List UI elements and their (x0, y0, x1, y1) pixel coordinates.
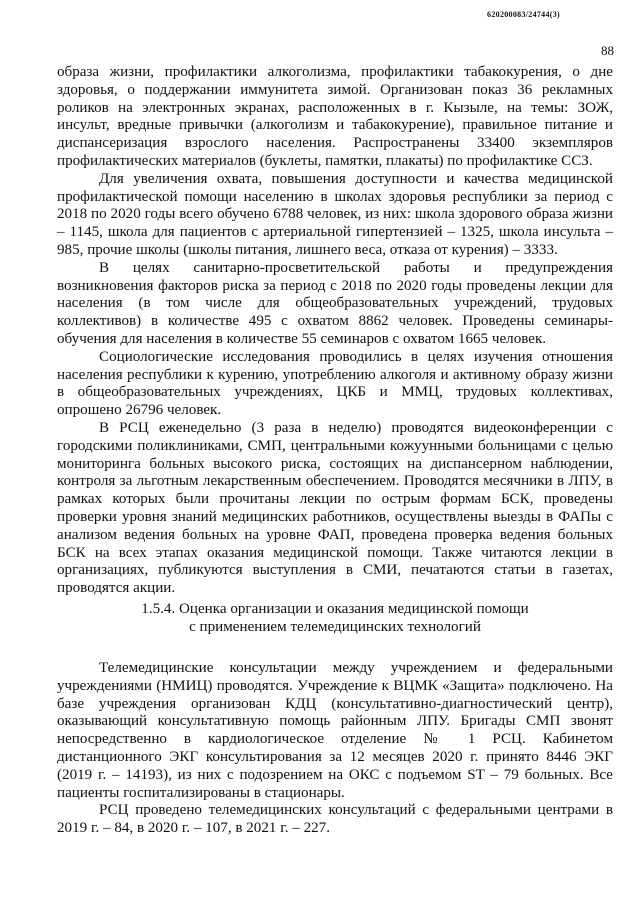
paragraph-videoconferences: В РСЦ еженедельно (3 раза в неделю) проводятся видеоконференции с городскими поликлиниками, СМП, центральными кожуунными больницами с целью мониторинга больных высокого риска, состоящих на диспансерном наблюдении, контроля за льготным лекарственным обеспечением. Проводятся месячники в ЛПУ, в рамках которых были прочитаны лекции по острым формам БСК, проведены проверки уровня знаний медицинских работников, осуществлены выезды в ФАПы с анализом ведения больных на уровне ФАП, проведена проверка ведения больных БСК на всех этапах оказания медицинской помощи. Также читаются лекции в организациях, публикуются выступления в СМИ, печатаются статьи в газетах, проводятся акции. (57, 419, 613, 597)
document-id: 620200083/24744(3) (487, 10, 560, 19)
section-heading (57, 601, 613, 637)
paragraph-sociological-research: Социологические исследования проводились в целях изучения отношения населения республики к курению, употреблению алкоголя и активному образу жизни в общеобразовательных учреждениях, ЦКБ и ММЦ, трудовых коллективах, опрошено 26796 человек. (57, 348, 613, 419)
paragraph-telemedicine: Телемедицинские консультации между учреждением и федеральными учреждениями (НМИЦ) проводятся. Учреждение к ВЦМК «Защита» подключено. На базе учреждения организован КДЦ (консультативно-диагностический центр), оказывающий консультативную помощь районным ЛПУ. Бригады СМП звонят непосредственно в кардиологическое отделение № 1 РСЦ. Кабинетом дистанционного ЭКГ консультирования за 12 месяцев 2020 г. принято 8446 ЭКГ (2019 г. – 14193), из них с подозрением на ОКС с подъемом ST – 79 больных. Все пациенты госпитализированы в стационары. (57, 660, 613, 801)
paragraph-lectures: В целях санитарно-просветительской работы и предупреждения возникновения факторов риска за период с 2018 по 2020 годы проведены лекции для населения (в том числе для общеобразовательных учреждений, трудовых коллективов) в количестве 495 с охватом 8862 человек. Проведены семинары-обучения для населения в количестве 55 семинаров с охватом 1665 человек. (57, 259, 613, 347)
paragraph-health-schools: Для увеличения охвата, повышения доступности и качества медицинской профилактической помощи населению в школах здоровья республики за период с 2018 по 2020 годы всего обучено 6788 человек, из них: школа здорового образа жизни – 1145, школа для пациентов с артериальной гипертензией – 1325, школа инсульта – 985, прочие школы (школы питания, лишнего веса, отказа от курения) – 3333. (57, 170, 613, 258)
paragraph-continuation: образа жизни, профилактики алкоголизма, профилактики табакокурения, о дне здоровья, о поддержании иммунитета зимой. Организован показ 36 рекламных роликов на электронных экранах, расположенных в г. Кызыле, на темы: ЗОЖ, инсульт, вредные привычки (алкоголизм и табакокурение), правильное питание и диспансеризация взрослого населения. Распространены 33400 экземпляров профилактических материалов (буклеты, памятки, плакаты) по профилактике ССЗ. (57, 64, 613, 169)
section-heading-line-1: 1.5.4. Оценка организации и оказания медицинской помощи (141, 601, 529, 617)
paragraph-federal-consultations: РСЦ проведено телемедицинских консультаций с федеральными центрами в 2019 г. – 84, в 2020 г. – 107, в 2021 г. – 227. (57, 802, 613, 837)
page-number: 88 (601, 43, 614, 58)
body-text-top (57, 64, 613, 598)
section-heading-line-2: с применением телемедицинских технологий (189, 618, 481, 635)
body-text-bottom (57, 660, 613, 838)
